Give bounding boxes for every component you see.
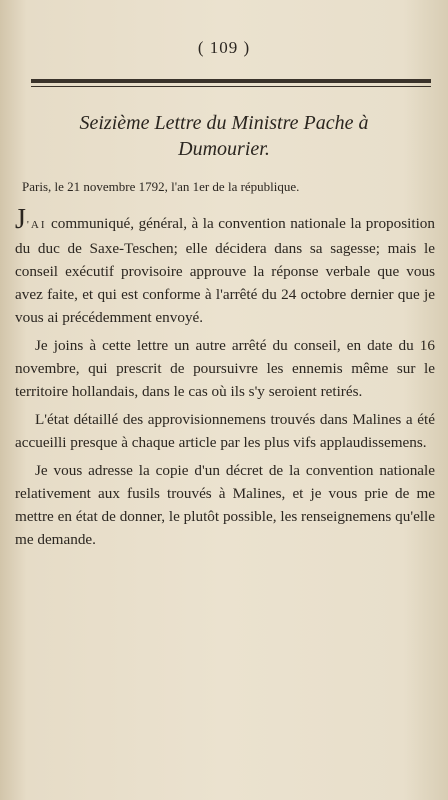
opening-smallcaps: 'AI: [26, 219, 47, 231]
paragraph-4: Je vous adresse la copie d'un décret de la convention nationale relativement aux fusils trouvés à Malines, et je vous prie de me mettre en état de donner, le plutôt possible, les renseignemens qu'elle me demande.: [15, 462, 435, 548]
paragraph-1-text: communiqué, général, à la convention nationale la proposition du duc de Saxe-Teschen; elle décidera dans sa sagesse; mais le conseil exécutif provisoire approuve la réponse verbale que vous avez faite, et qui est conforme à l'arrêté du 24 octobre dernier que je vous ai précédemment envoyé.: [15, 215, 435, 326]
letter-heading-line-2: Dumourier.: [178, 138, 270, 160]
paragraph-2: Je joins à cette lettre un autre arrêté du conseil, en date du 16 novembre, qui prescrit de poursuivre les ennemis même sur le territoire hollandais, dans le cas où ils s'y seroient retirés.: [15, 337, 435, 400]
letter-heading-line-1: Seizième Lettre du Ministre Pache à: [79, 112, 369, 134]
paragraph-1: [15, 204, 435, 329]
header-rule-thin: [31, 86, 431, 87]
letter-dateline: Paris, le 21 novembre 1792, l'an 1er de la république.: [22, 179, 300, 194]
letter-body: [15, 204, 435, 556]
page-number: ( 109 ): [197, 38, 251, 57]
drop-cap: J: [15, 204, 26, 235]
paragraph-3: L'état détaillé des approvisionnemens trouvés dans Malines a été accueilli presque à chaque article par les plus vifs applaudissemens.: [15, 411, 435, 451]
header-rule-thick: [31, 79, 431, 83]
letter-heading: [0, 110, 448, 162]
